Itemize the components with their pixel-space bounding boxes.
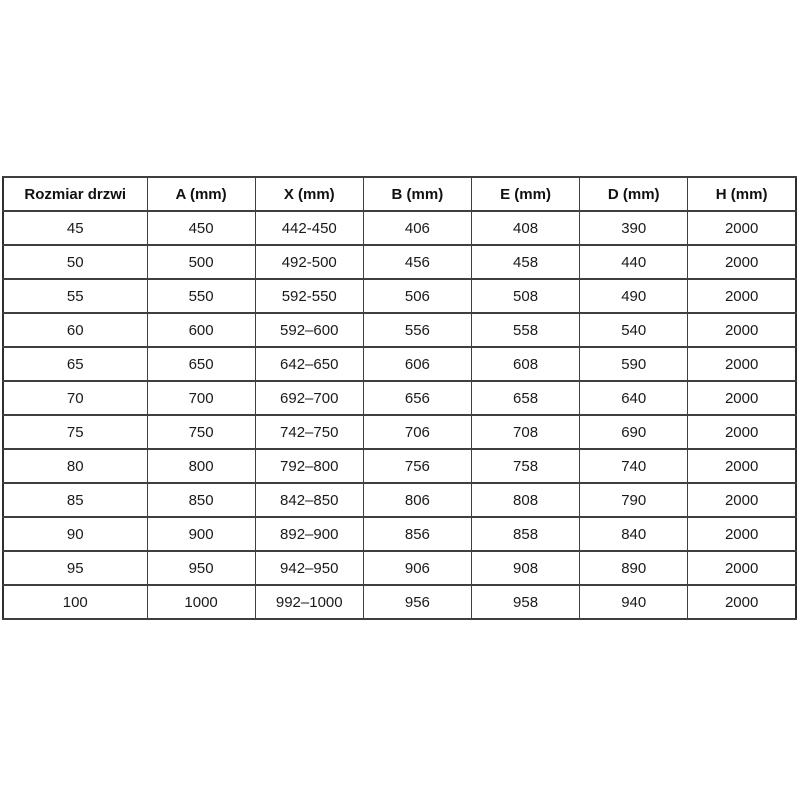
table-cell: 540 [580, 313, 688, 347]
table-cell: 808 [471, 483, 579, 517]
table-cell: 806 [363, 483, 471, 517]
header-row [3, 177, 796, 211]
table-cell: 858 [471, 517, 579, 551]
table-row [3, 245, 796, 279]
table-cell: 992–1000 [255, 585, 363, 619]
table-cell: 890 [580, 551, 688, 585]
table-cell: 556 [363, 313, 471, 347]
table-cell: 950 [147, 551, 255, 585]
table-cell: 658 [471, 381, 579, 415]
table-cell: 790 [580, 483, 688, 517]
table-cell: 558 [471, 313, 579, 347]
table-cell: 2000 [688, 279, 796, 313]
table-cell: 75 [3, 415, 147, 449]
table-cell: 440 [580, 245, 688, 279]
table-cell: 508 [471, 279, 579, 313]
table-cell: 656 [363, 381, 471, 415]
table-cell: 900 [147, 517, 255, 551]
table-cell: 2000 [688, 415, 796, 449]
table-cell: 708 [471, 415, 579, 449]
table-body [3, 211, 796, 619]
table-cell: 958 [471, 585, 579, 619]
table-cell: 792–800 [255, 449, 363, 483]
table-cell: 80 [3, 449, 147, 483]
table-cell: 500 [147, 245, 255, 279]
table-cell: 2000 [688, 347, 796, 381]
table-cell: 690 [580, 415, 688, 449]
table-cell: 2000 [688, 551, 796, 585]
table-cell: 800 [147, 449, 255, 483]
table-cell: 692–700 [255, 381, 363, 415]
table-row [3, 449, 796, 483]
table-cell: 856 [363, 517, 471, 551]
table-cell: 2000 [688, 483, 796, 517]
table-cell: 50 [3, 245, 147, 279]
table-cell: 706 [363, 415, 471, 449]
table-row [3, 415, 796, 449]
table-cell: 490 [580, 279, 688, 313]
table-cell: 756 [363, 449, 471, 483]
table-cell: 450 [147, 211, 255, 245]
table-cell: 408 [471, 211, 579, 245]
table-row [3, 313, 796, 347]
table-cell: 458 [471, 245, 579, 279]
table-cell: 842–850 [255, 483, 363, 517]
table-cell: 742–750 [255, 415, 363, 449]
table-cell: 60 [3, 313, 147, 347]
table-cell: 2000 [688, 517, 796, 551]
table-cell: 892–900 [255, 517, 363, 551]
table-cell: 90 [3, 517, 147, 551]
table-cell: 2000 [688, 313, 796, 347]
table-cell: 908 [471, 551, 579, 585]
table-cell: 650 [147, 347, 255, 381]
table-cell: 940 [580, 585, 688, 619]
table-cell: 492-500 [255, 245, 363, 279]
table-cell: 740 [580, 449, 688, 483]
table-cell: 2000 [688, 585, 796, 619]
table-cell: 956 [363, 585, 471, 619]
table-cell: 642–650 [255, 347, 363, 381]
table-cell: 592-550 [255, 279, 363, 313]
table-cell: 608 [471, 347, 579, 381]
table-row [3, 551, 796, 585]
table-cell: 2000 [688, 245, 796, 279]
table-cell: 55 [3, 279, 147, 313]
table-cell: 640 [580, 381, 688, 415]
table-cell: 906 [363, 551, 471, 585]
table-cell: 700 [147, 381, 255, 415]
table-cell: 65 [3, 347, 147, 381]
table-cell: 750 [147, 415, 255, 449]
table-cell: 840 [580, 517, 688, 551]
table-cell: 406 [363, 211, 471, 245]
table-cell: 2000 [688, 449, 796, 483]
column-header: E (mm) [471, 177, 579, 211]
table-cell: 45 [3, 211, 147, 245]
table-cell: 2000 [688, 381, 796, 415]
table-cell: 390 [580, 211, 688, 245]
table-cell: 758 [471, 449, 579, 483]
table-cell: 592–600 [255, 313, 363, 347]
table-cell: 70 [3, 381, 147, 415]
table-cell: 95 [3, 551, 147, 585]
column-header: X (mm) [255, 177, 363, 211]
column-header: B (mm) [363, 177, 471, 211]
column-header: Rozmiar drzwi [3, 177, 147, 211]
table-cell: 442-450 [255, 211, 363, 245]
column-header: A (mm) [147, 177, 255, 211]
column-header: H (mm) [688, 177, 796, 211]
table-row [3, 347, 796, 381]
table-cell: 600 [147, 313, 255, 347]
table-cell: 456 [363, 245, 471, 279]
table-cell: 550 [147, 279, 255, 313]
table-cell: 590 [580, 347, 688, 381]
table-cell: 100 [3, 585, 147, 619]
table-row [3, 381, 796, 415]
table-cell: 850 [147, 483, 255, 517]
table-cell: 606 [363, 347, 471, 381]
table-row [3, 211, 796, 245]
table-row [3, 279, 796, 313]
table-cell: 942–950 [255, 551, 363, 585]
table-row [3, 483, 796, 517]
column-header: D (mm) [580, 177, 688, 211]
door-size-table [2, 176, 797, 620]
table-row [3, 517, 796, 551]
table-cell: 85 [3, 483, 147, 517]
table-cell: 1000 [147, 585, 255, 619]
table-cell: 506 [363, 279, 471, 313]
table-row [3, 585, 796, 619]
table-cell: 2000 [688, 211, 796, 245]
